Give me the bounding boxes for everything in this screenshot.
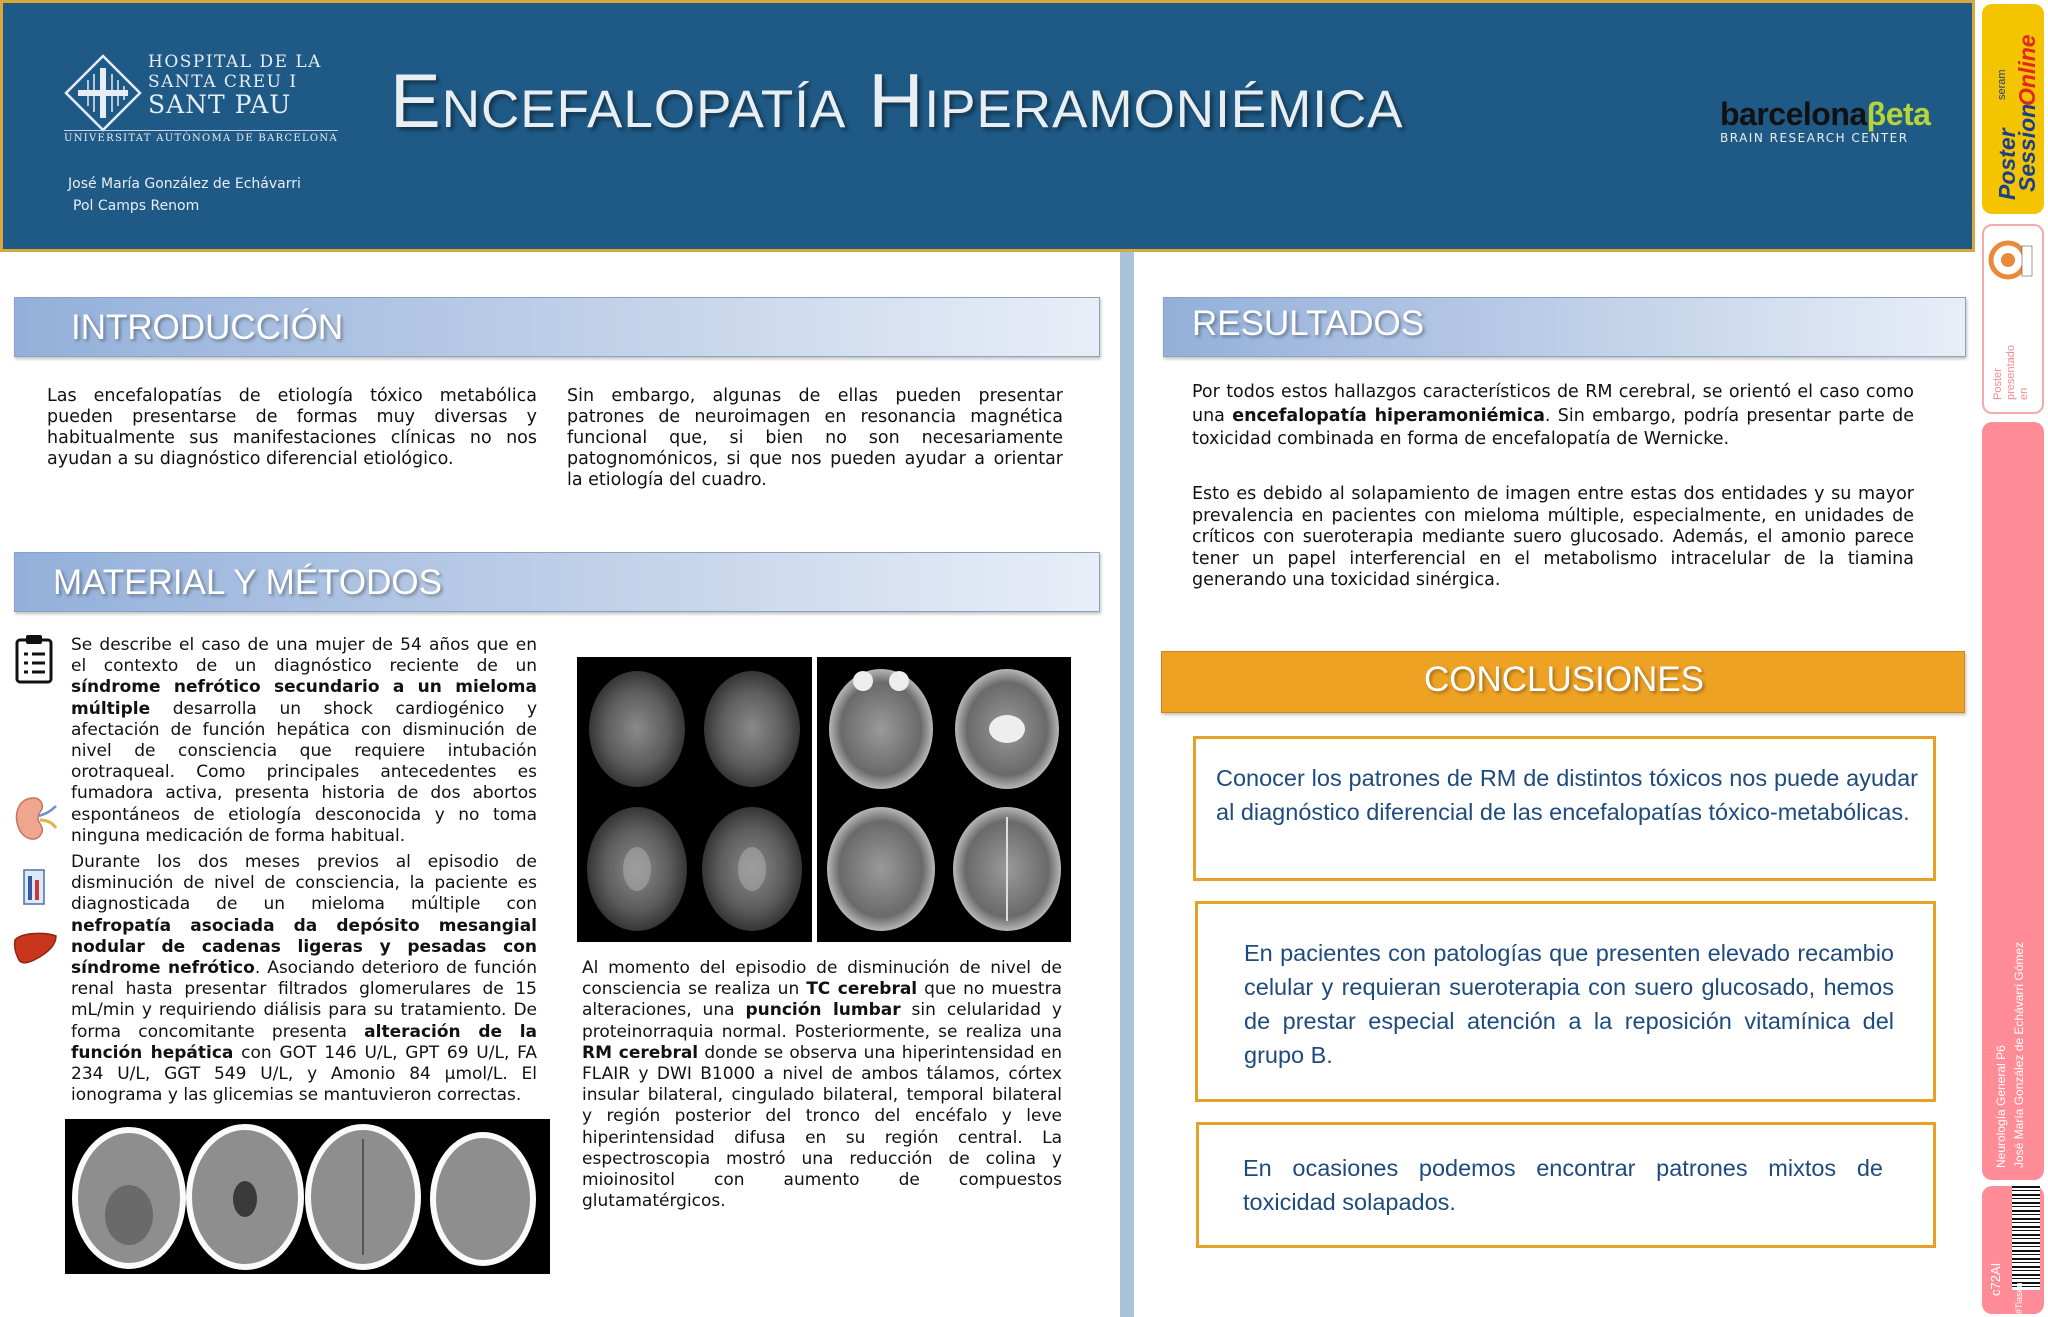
resultados-paragraph-1	[1192, 381, 1914, 452]
poster-title: Encefalopatía Hiperamoniémica	[390, 59, 1404, 144]
mri-dwi-panel	[577, 657, 812, 942]
session-label: Neurología General P6	[1994, 1045, 2008, 1168]
material-p2-c: . Asociando deterioro de función renal hasta presentar filtrados glomerulares de 15 mL/min y requiriendo diálisis para su tratamiento. De forma concomitante presenta	[71, 958, 537, 1042]
conclusion-text-2: En pacientes con patologías que presenten elevado recambio celular y requieran sueroterapia con suero glucosado, hemos de prestar especial atención a la reposición vitamínica del grupo B.	[1244, 940, 1894, 1068]
material-p3-g: donde se observa una hiperintensidad en FLAIR y DWI B1000 a nivel de ambos tálamos, córtex insular bilateral, cingulado bilateral, temporal bilateral y región posterior del tronco del encéfalo y leve hiperintensidad difusa en su región central. La espectroscopia mostró una reducción de colina y mioinositol con aumento de compuestos glutamatérgicos.	[582, 1042, 1062, 1212]
material-paragraph-1	[71, 635, 537, 847]
partner-subtitle: BRAIN RESEARCH CENTER	[1720, 131, 1909, 145]
column-divider	[1120, 252, 1134, 1317]
hospital-logo	[62, 48, 338, 148]
liver-icon	[12, 930, 58, 968]
material-p3-b: TC cerebral	[806, 979, 918, 1000]
section-header-conclusiones	[1161, 651, 1965, 713]
mri-dwi-image	[577, 657, 812, 942]
material-p3-d: punción lumbar	[745, 1000, 901, 1021]
lab-tubes-icon	[20, 866, 48, 908]
resultados-p1-b: encefalopatía hiperamoniémica	[1232, 405, 1545, 426]
logo-line-2: SANTA CREU I	[148, 72, 298, 92]
conclusion-text-1: Conocer los patrones de RM de distintos tóxicos nos puede ayudar al diagnóstico diferencial de las encefalopatías tóxico-metabólicas.	[1216, 765, 1918, 825]
material-p2-e: con GOT 146 U/L, GPT 69 U/L, FA 234 U/L, GGT 549 U/L, y Amonio 84 µmol/L. El ionograma y las glicemias se mantuvieron correctas.	[71, 1042, 537, 1106]
section-title-conclusiones: CONCLUSIONES	[1423, 660, 1705, 699]
presented-b: presentado	[2005, 344, 2017, 400]
material-p3-c: que no muestra alteraciones, una	[582, 979, 1062, 1021]
intro-paragraph-1: Las encefalopatías de etiología tóxico metabólica pueden presentarse de formas muy diversas y habitualmente sus manifestaciones clínicas no nos ayudan a su diagnóstico diferencial etiológico.	[47, 386, 537, 469]
author-2: Pol Camps Renom	[73, 198, 200, 214]
brand-poster: Poster	[1994, 128, 2020, 200]
material-p1-c: desarrolla un shock cardiogénico y afectación de función hepática con disminución de nivel de consciencia que requiere intubación orotraqueal. Como principales antecedentes es fumadora activa, presenta historia de dos abortos espontáneos de etiología desconocida y no toma ninguna medicación de forma habitual.	[71, 698, 537, 846]
author-1: José María González de Echávarri	[68, 176, 301, 192]
mri-flair-panel	[817, 657, 1071, 942]
conclusion-box-1	[1193, 736, 1936, 881]
material-p3-f: RM cerebral	[582, 1042, 699, 1063]
material-paragraph-2	[71, 852, 537, 1106]
brand-online: Online	[2014, 34, 2040, 106]
section-title-resultados: RESULTADOS	[1192, 304, 1425, 343]
presented-c: en	[2018, 387, 2030, 400]
ct-panel	[65, 1119, 550, 1274]
section-header-material	[14, 552, 1100, 612]
mri-flair-image	[817, 657, 1071, 942]
material-p3-e: sin celularidad y proteinorraquia normal. Posteriormente, se realiza una	[582, 1000, 1062, 1042]
section-header-introduccion	[14, 297, 1100, 357]
partner-name-a: barcelona	[1720, 96, 1867, 132]
conclusion-box-2	[1195, 901, 1936, 1102]
section-title-introduccion: INTRODUCCIÓN	[71, 308, 344, 347]
resultados-paragraph-2: Esto es debido al solapamiento de imagen entre estas dos entidades y su mayor prevalencia en pacientes con mieloma múltiple, especialmente, en unidades de críticos con sueroterapia mediante suero glucosado. Además, el amonio parece tener un papel interferencial en el metabolismo intracelular de la tiamina generando una toxicidad sinérgica.	[1192, 484, 1914, 590]
seram-logo-icon	[1988, 234, 2034, 290]
presented-a: Poster	[1992, 368, 2004, 400]
material-p1-a: Se describe el caso de una mujer de 54 años que en el contexto de un diagnóstico reciente de un	[71, 635, 537, 677]
material-p2-d: alteración de la función hepática	[71, 1021, 537, 1063]
bottom-tag-text: #Tiasen	[2014, 1282, 2024, 1314]
brand-session: Session	[2014, 103, 2040, 192]
barcelonabeta-logo	[1720, 96, 1960, 156]
clipboard-icon	[14, 634, 54, 684]
material-p3-a: Al momento del episodio de disminución de nivel de consciencia se realiza un	[582, 958, 1062, 1000]
logo-line-3: SANT PAU	[148, 90, 292, 119]
conclusion-text-3: En ocasiones podemos encontrar patrones mixtos de toxicidad solapados.	[1243, 1155, 1883, 1215]
logo-line-1: HOSPITAL DE LA	[148, 52, 322, 72]
section-title-material: MATERIAL Y MÉTODOS	[53, 563, 442, 602]
material-p2-a: Durante los dos meses previos al episodio de disminución de nivel de consciencia, la paciente es diagnosticada de un mieloma múltiple con	[71, 852, 537, 915]
intro-paragraph-2: Sin embargo, algunas de ellas pueden presentar patrones de neuroimagen en resonancia magnética funcional que, si bien no son necesariamente patognomónicos, si que nos pueden ayudar a orientar la etiología del cuadro.	[567, 386, 1063, 490]
ct-image	[65, 1119, 550, 1274]
kidney-icon	[12, 794, 58, 846]
barcode	[2012, 1186, 2040, 1290]
brand-tag: seram	[1996, 69, 2008, 100]
conclusion-box-3	[1196, 1122, 1936, 1248]
logo-line-4: UNIVERSITAT AUTÒNOMA DE BARCELONA	[64, 130, 338, 144]
section-header-resultados	[1163, 297, 1966, 357]
resultados-p1-a: Por todos estos hallazgos característicos de RM cerebral, se orientó el caso como una	[1192, 382, 1914, 426]
hospital-emblem-icon	[64, 54, 142, 132]
presenter-label: José María González de Echávarri Gómez	[2012, 941, 2026, 1168]
code-label: c72AI	[1988, 1262, 2003, 1296]
material-paragraph-3	[582, 958, 1062, 1212]
material-p2-b: nefropatía asociada da depósito mesangial nodular de cadenas ligeras y pesadas con síndrome nefrótico	[71, 915, 537, 979]
partner-name-b: βeta	[1866, 96, 1931, 132]
material-p1-b: síndrome nefrótico secundario a un mieloma múltiple	[71, 677, 537, 719]
resultados-p1-c: . Sin embargo, podría presentar parte de toxicidad combinada en forma de encefalopatía de Wernicke.	[1192, 405, 1914, 449]
